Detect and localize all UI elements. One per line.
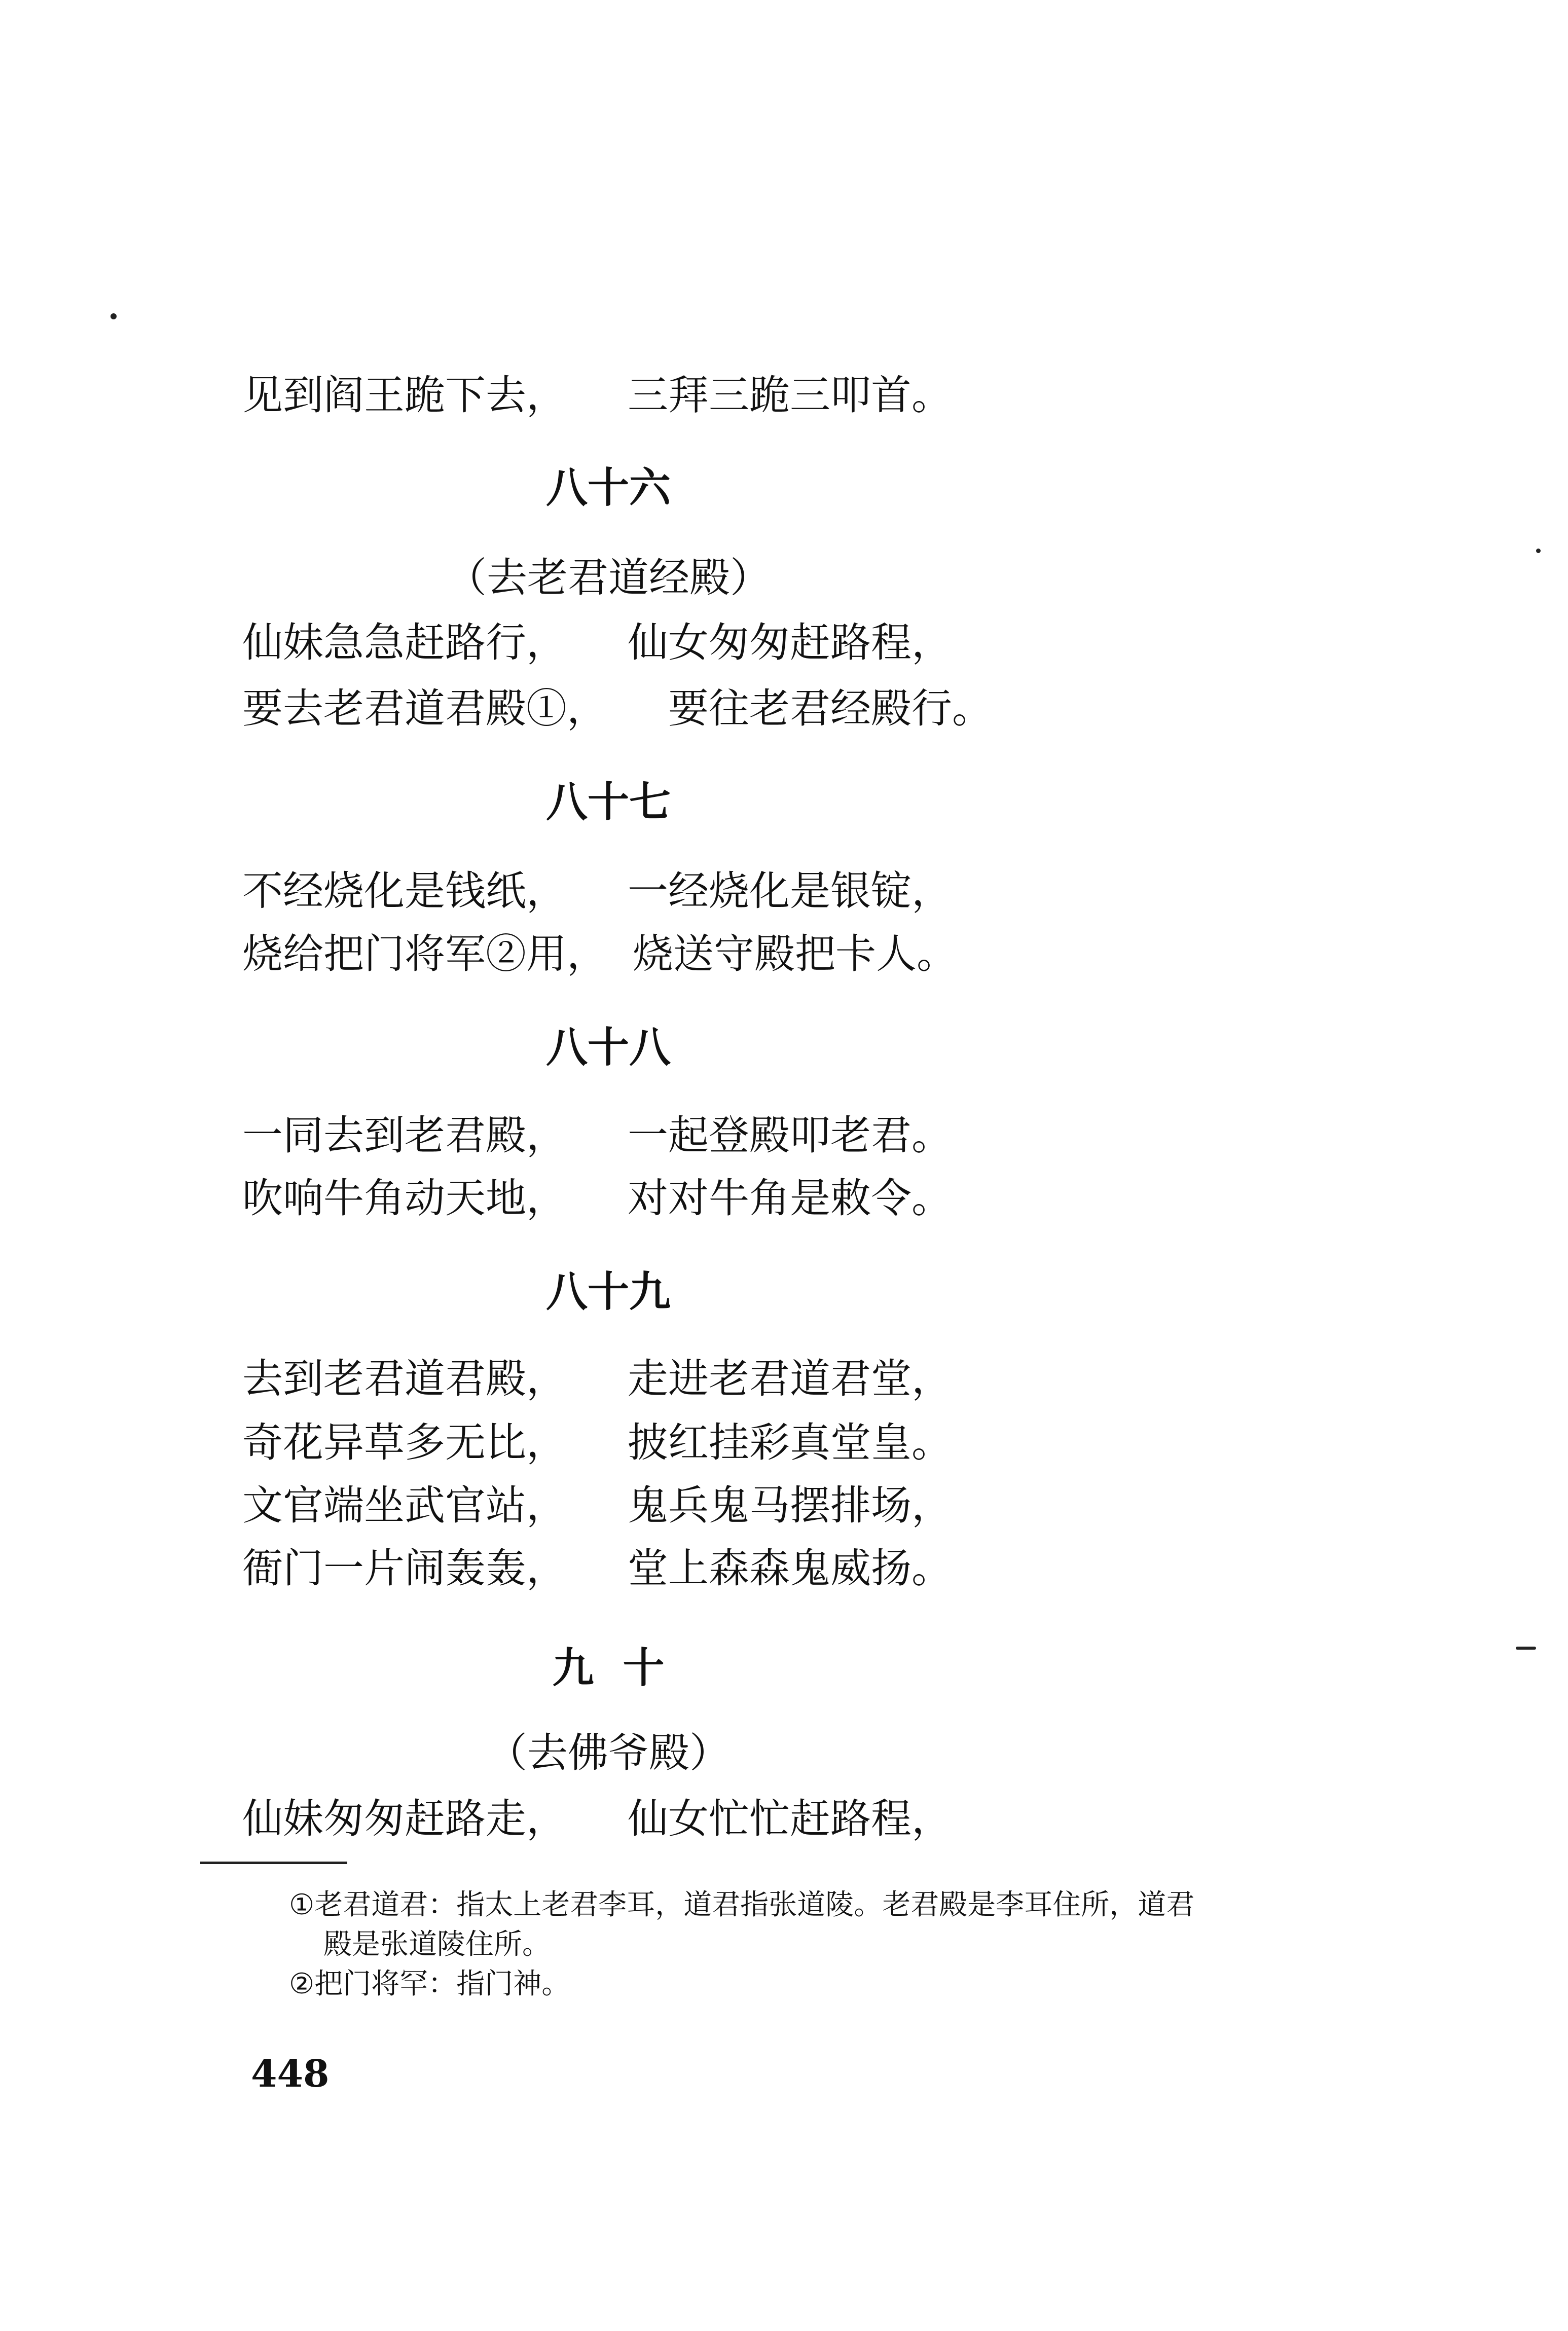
- verse-second-half: 烧送守殿把卡人。: [633, 930, 957, 977]
- verse-second-half: 披红挂彩真堂皇。: [628, 1419, 952, 1466]
- page-number: 448: [251, 2052, 330, 2096]
- verse-first-half: 一同去到老君殿，: [242, 1112, 567, 1159]
- section-heading: 八十八: [545, 1024, 671, 1072]
- section-heading: 九 十: [552, 1644, 665, 1692]
- verse-second-half: 堂上森森鬼威扬。: [628, 1545, 952, 1592]
- verse-first-half: 衙门一片闹轰轰，: [242, 1545, 567, 1592]
- verse-first-half: 见到阎王跪下去，: [242, 372, 567, 419]
- footnote-1-continued: 殿是张道陵住所。: [323, 1928, 551, 1961]
- scan-speck: [1516, 1647, 1536, 1650]
- footnote-rule: [200, 1862, 347, 1864]
- verse-second-half: 对对牛角是敕令。: [628, 1175, 952, 1222]
- section-subtitle: （去佛爷殿）: [487, 1729, 730, 1776]
- footnote-1: ①老君道君：指太上老君李耳，道君指张道陵。老君殿是李耳住所，道君: [289, 1888, 1195, 1921]
- verse-second-half: 要往老君经殿行。: [668, 685, 993, 732]
- verse-second-half: 仙女匆匆赶路程，: [628, 619, 952, 666]
- verse-first-half: 去到老君道君殿，: [242, 1355, 567, 1402]
- verse-first-half: 烧给把门将军②用，: [242, 930, 607, 977]
- footnote-2: ②把门将罕：指门神。: [289, 1968, 570, 2000]
- section-heading: 八十六: [545, 464, 671, 512]
- verse-first-half: 奇花异草多无比，: [242, 1419, 567, 1466]
- section-heading: 八十九: [545, 1268, 671, 1316]
- scan-speck: [1536, 549, 1541, 553]
- verse-first-half: 文官端坐武官站，: [242, 1482, 567, 1529]
- verse-first-half: 不经烧化是钱纸，: [242, 867, 567, 915]
- verse-first-half: 仙妹急急赶路行，: [242, 619, 567, 666]
- verse-second-half: 三拜三跪三叩首。: [628, 372, 952, 419]
- verse-first-half: 仙妹匆匆赶路走，: [242, 1795, 567, 1842]
- verse-second-half: 一经烧化是银锭，: [628, 867, 952, 915]
- verse-second-half: 鬼兵鬼马摆排场，: [628, 1482, 952, 1529]
- verse-first-half: 吹响牛角动天地，: [242, 1175, 567, 1222]
- verse-second-half: 仙女忙忙赶路程，: [628, 1795, 952, 1842]
- verse-second-half: 走进老君道君堂，: [628, 1355, 952, 1402]
- section-heading: 八十七: [545, 778, 671, 826]
- verse-second-half: 一起登殿叩老君。: [628, 1112, 952, 1159]
- scan-speck: [111, 313, 117, 319]
- section-subtitle: （去老君道经殿）: [446, 554, 771, 601]
- verse-first-half: 要去老君道君殿①，: [242, 685, 607, 732]
